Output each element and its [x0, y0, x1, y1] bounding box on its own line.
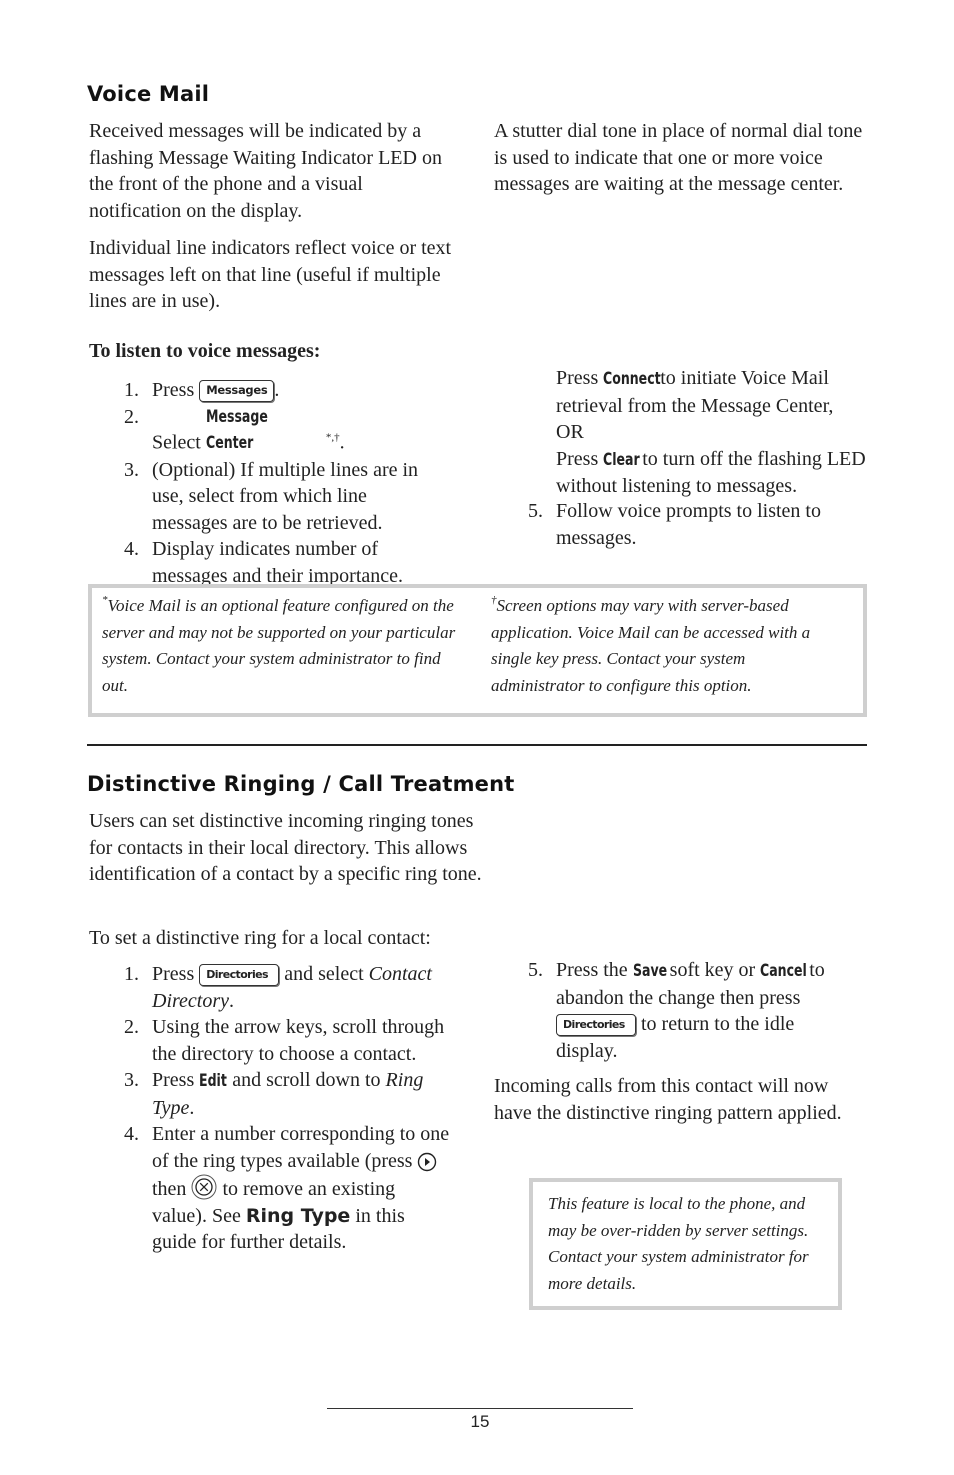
step-number: 2. [124, 1016, 139, 1038]
messages-key: Messages [199, 380, 274, 402]
step-text: . [339, 431, 345, 453]
step-text: Press [556, 447, 599, 470]
voice-mail-para-2: Individual line indicators reflect voice or text messages left on that line (useful if multiple lines are in use). [89, 237, 452, 312]
step-text: Press [152, 379, 195, 401]
step-number: 4. [124, 1123, 139, 1145]
step-text: Display indicates number of messages and their importance. [152, 538, 404, 587]
ringing-steps [124, 961, 457, 1256]
step-text: Enter a number corresponding to one of the ring types available (press [152, 1123, 450, 1172]
step-text: Follow voice prompts to listen to messages. [556, 500, 821, 549]
ringing-note-box [529, 1178, 842, 1310]
step-text: Using the arrow keys, scroll through the directory to choose a contact. [152, 1016, 445, 1065]
list-item [124, 536, 437, 589]
list-item: 1. Press Directories and select Contact Directory. [124, 963, 432, 1012]
footnote-text: Screen options may vary with server-based application. Voice Mail can be accessed with a single key press. Contact your system administrator to configure this option. [491, 596, 811, 695]
list-item [124, 404, 452, 457]
step-number: 4. [124, 538, 139, 560]
step-number: 1. [124, 963, 139, 985]
footer-rule [327, 1408, 633, 1409]
step-number: 5. [528, 500, 543, 522]
section-divider [87, 744, 867, 746]
step-text: Press [152, 1069, 195, 1091]
cancel-key: Cancel [760, 961, 808, 981]
ring-type-ref: Ring Type [245, 1204, 351, 1227]
right-arrow-icon [417, 1152, 437, 1172]
clear-x-icon [191, 1174, 217, 1200]
step-text: and scroll down to [232, 1069, 381, 1091]
page-number: 15 [470, 1412, 490, 1431]
footnote-box [88, 584, 867, 717]
footnote-mark: * [102, 594, 108, 606]
step-number: 3. [124, 458, 139, 481]
step-italic: Ring Type [152, 1069, 424, 1119]
step-italic: Contact Directory [152, 963, 432, 1012]
step-number: 5. [528, 959, 543, 981]
edit-key: Edit [199, 1071, 228, 1091]
voice-mail-heading: Voice Mail [87, 82, 210, 106]
list-item [124, 377, 452, 404]
voice-mail-para-1: Received messages will be indicated by a flashing Message Waiting Indicator LED on the front of the phone and a visual notification on the display. [89, 120, 442, 222]
step-number: 1. [124, 379, 139, 401]
step-text: . [274, 379, 280, 401]
step-text: Select [152, 431, 201, 453]
step-text: Press [556, 367, 599, 389]
listen-heading: To listen to voice messages: [89, 340, 321, 362]
step-text: then [152, 1178, 187, 1200]
step-text: Press [152, 963, 195, 985]
ringing-para-3: Incoming calls from this contact will now have the distinctive ringing pattern applied. [494, 1075, 842, 1124]
footnote-left [102, 593, 462, 699]
list-item [124, 1121, 452, 1256]
step-text: in this guide for further details. [152, 1204, 405, 1253]
list-item [124, 1014, 452, 1067]
connect-key: Connect [603, 369, 661, 389]
step-number: 3. [124, 1069, 139, 1091]
save-key: Save [632, 961, 667, 981]
step-text: and select [284, 963, 364, 985]
step-number: 2. [124, 405, 139, 428]
right-steps [556, 365, 871, 500]
directories-key: Directories [199, 964, 279, 986]
step-text: to abandon the change then press [556, 959, 825, 1009]
ringing-para-1: Users can set distinctive incoming ringing tones for contacts in their local directory. This allows identification of a contact by a specific ring tone. [89, 810, 482, 885]
message-center-label: Message Center [205, 406, 268, 453]
ringing-para-2: To set a distinctive ring for a local contact: [89, 927, 431, 949]
footnote-text: Voice Mail is an optional feature configured on the server and may not be supported on your particular system. Contact your system administrator to find out. [102, 596, 456, 695]
footnote-mark: † [491, 594, 497, 606]
step-text: soft key or [669, 959, 756, 981]
footnote-right [491, 593, 841, 699]
step-text: to initiate Voice Mail retrieval from the Message Center, [556, 367, 834, 417]
clear-key: Clear [603, 449, 640, 470]
step-text [556, 957, 856, 1064]
listen-steps [124, 377, 452, 589]
directories-key: Directories [556, 1014, 636, 1036]
footnote-marks: *,† [325, 431, 340, 443]
or-text: OR [556, 421, 584, 443]
voice-mail-para-3: A stutter dial tone in place of normal dial tone is used to indicate that one or more voice messages are waiting at the message center. [494, 120, 863, 195]
step-text: to remove an existing value). See [152, 1178, 396, 1227]
step-text: (Optional) If multiple lines are in use, select from which line messages are to be retrieved. [152, 458, 419, 534]
ringing-note-text: This feature is local to the phone, and may be over-ridden by server settings. Contact your system administrator for more details. [548, 1194, 809, 1293]
step-text: Press the [556, 959, 628, 981]
list-item [124, 457, 442, 537]
ringing-heading: Distinctive Ringing / Call Treatment [87, 772, 515, 796]
step-text: to return to the idle display. [556, 1013, 795, 1062]
list-item: 3. Press Edit and scroll down to Ring Type. [124, 1069, 424, 1119]
step-text: to turn off the flashing LED without listening to messages. [556, 447, 866, 497]
